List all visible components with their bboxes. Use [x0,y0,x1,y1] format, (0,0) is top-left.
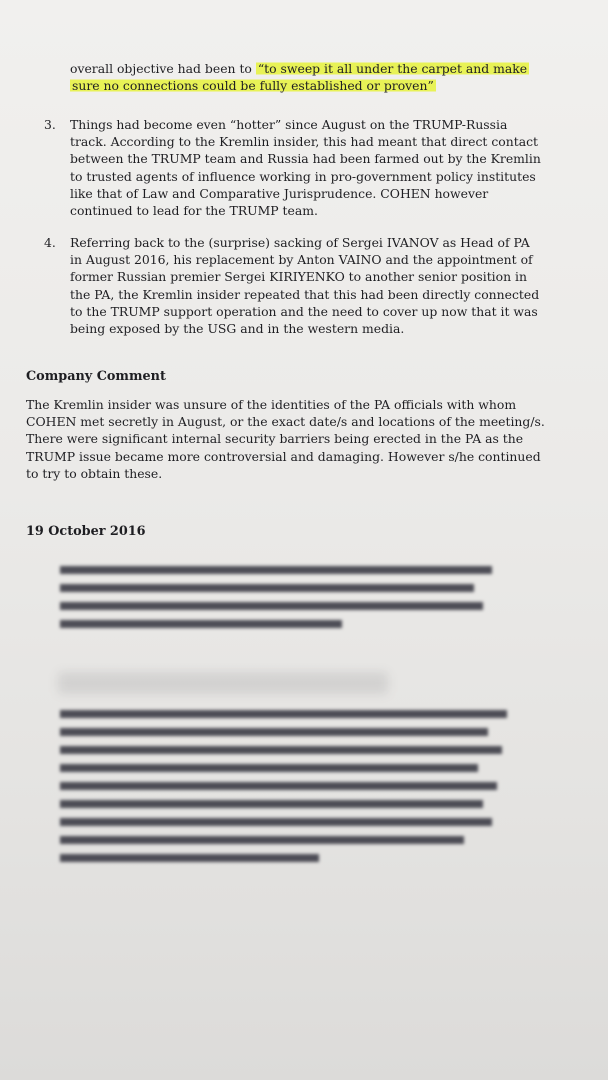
company-comment-text: The Kremlin insider was unsure of the identities of the PA officials with whom COHEN met secretly in August, or the exact date/s and locations of the meeting/s. There were significant internal security barriers being erected in the PA as the TRUMP issue became more controversial and damaging. However s/he continued to try to obtain these. [26,397,545,481]
item-number: 4. [44,235,56,250]
show-through-shadow [60,560,530,638]
highlighted-quote: “to sweep it all under the carpet and make sure no connections could be fully established or proven” [72,61,528,94]
company-comment-heading: Company Comment [26,369,166,384]
list-item-3 [44,116,544,219]
redaction-shadow [58,672,388,694]
continued-paragraph [70,60,540,94]
item-number: 3. [44,117,56,132]
show-through-shadow [60,710,530,872]
item-text: Referring back to the (surprise) sacking of Sergei IVANOV as Head of PA in August 2016, his replacement by Anton VAINO and the appointment of former Russian premier Sergei KIRIYENKO to another senior position in the PA, the Kremlin insider repeated that this had been directly connected to the TRUMP support operation and the need to cover up now that it was being exposed by the USG and in the western media. [70,235,540,337]
document-date: 19 October 2016 [26,524,146,539]
continued-text: overall objective had been to [70,61,256,76]
list-item-4 [44,234,544,337]
item-text: Things had become even “hotter” since August on the TRUMP-Russia track. According to the Kremlin insider, this had meant that direct contact between the TRUMP team and Russia had been farmed out by the Kremlin to trusted agents of influence working in pro-government policy institutes like that of Law and Comparative Jurisprudence. COHEN however continued to lead for the TRUMP team. [70,117,541,219]
